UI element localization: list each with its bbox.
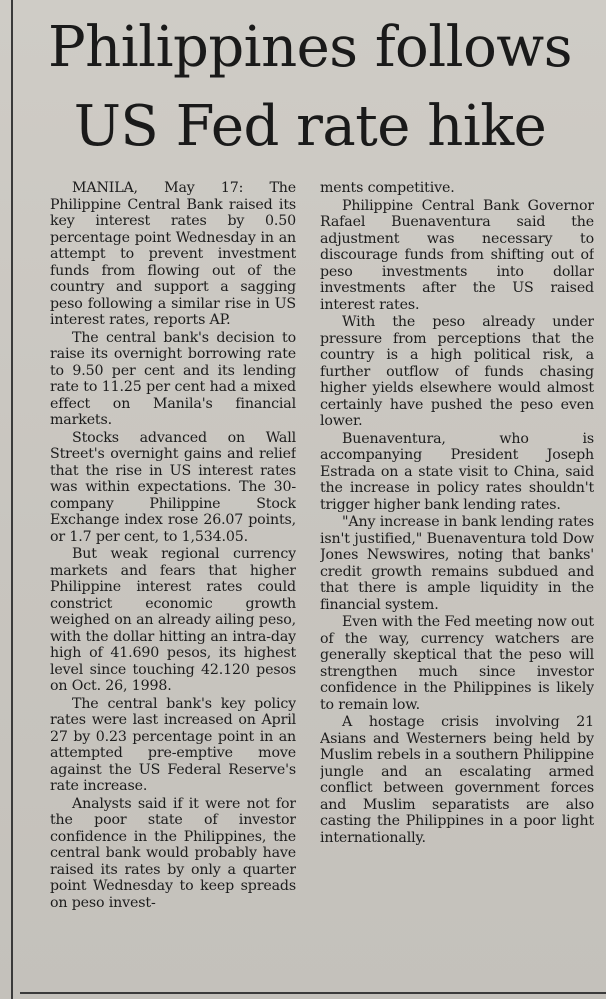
bottom-rule (20, 992, 606, 994)
paragraph: The central bank's key policy rates were last increased on April 27 by 0.23 percentage point in an attempted pre-emptive move against the US Federal Reserve's rate increase. (50, 695, 296, 794)
paragraph: But weak regional currency markets and fears that higher Philippine interest rates could constrict economic growth weighed on an already ailing peso, with the dollar hitting an intra-day high of 41.690 pesos, its highest level since touching 42.120 pesos on Oct. 26, 1998. (50, 546, 296, 694)
paragraph: "Any increase in bank lending rates isn't justified," Buenaventura told Dow Jones Newswires, noting that banks' credit growth remains subdued and that there is ample liquidity in the financial system. (320, 514, 594, 613)
paragraph: Even with the Fed meeting now out of the way, currency watchers are generally skeptical that the peso will strengthen much since investor confidence in the Philippines is likely to remain low. (320, 614, 594, 713)
article-column-left (50, 180, 296, 980)
headline-line-1: Philippines follows (48, 15, 572, 80)
paragraph: Stocks advanced on Wall Street's overnight gains and relief that the rise in US interest rates was within expectations. The 30-company Philippine Stock Exchange index rose 26.07 points, or 1.7 per cent, to 1,534.05. (50, 429, 296, 545)
article-column-right (320, 180, 594, 980)
paragraph: Philippine Central Bank Governor Rafael Buenaventura said the adjustment was necessary to discourage funds from shifting out of peso investments into dollar investments after the US raised interest rates. (320, 197, 594, 313)
paragraph: With the peso already under pressure from perceptions that the country is a high political risk, a further outflow of funds chasing higher yields elsewhere would almost certainly have pushed the peso even lower. (320, 314, 594, 429)
column-rule-left (11, 0, 13, 999)
paragraph: The central bank's decision to raise its overnight borrowing rate to 9.50 per cent and its lending rate to 11.25 per cent had a mixed effect on Manila's financial markets. (50, 329, 296, 428)
paragraph: Buenaventura, who is accompanying President Joseph Estrada on a state visit to China, said the increase in policy rates shouldn't trigger higher bank lending rates. (320, 430, 594, 513)
paragraph-continuation: ments competitive. (320, 180, 455, 196)
paragraph-dateline: MANILA, May 17: The Philippine Central Bank raised its key interest rates by 0.50 percentage point Wednesday in an attempt to prevent investment funds from flowing out of the country and support a sagging peso following a similar rise in US interest rates, reports AP. (50, 180, 296, 328)
paragraph: Analysts said if it were not for the poor state of investor confidence in the Philippines, the central bank would probably have raised its rates by only a quarter point Wednesday to keep spreads on peso invest- (50, 795, 296, 911)
headline-line-2: US Fed rate hike (73, 94, 547, 159)
paragraph: A hostage crisis involving 21 Asians and Westerners being held by Muslim rebels in a southern Philippine jungle and an escalating armed conflict between government forces and Muslim separatists are also casting the Philippines in a poor light internationally. (320, 714, 594, 846)
